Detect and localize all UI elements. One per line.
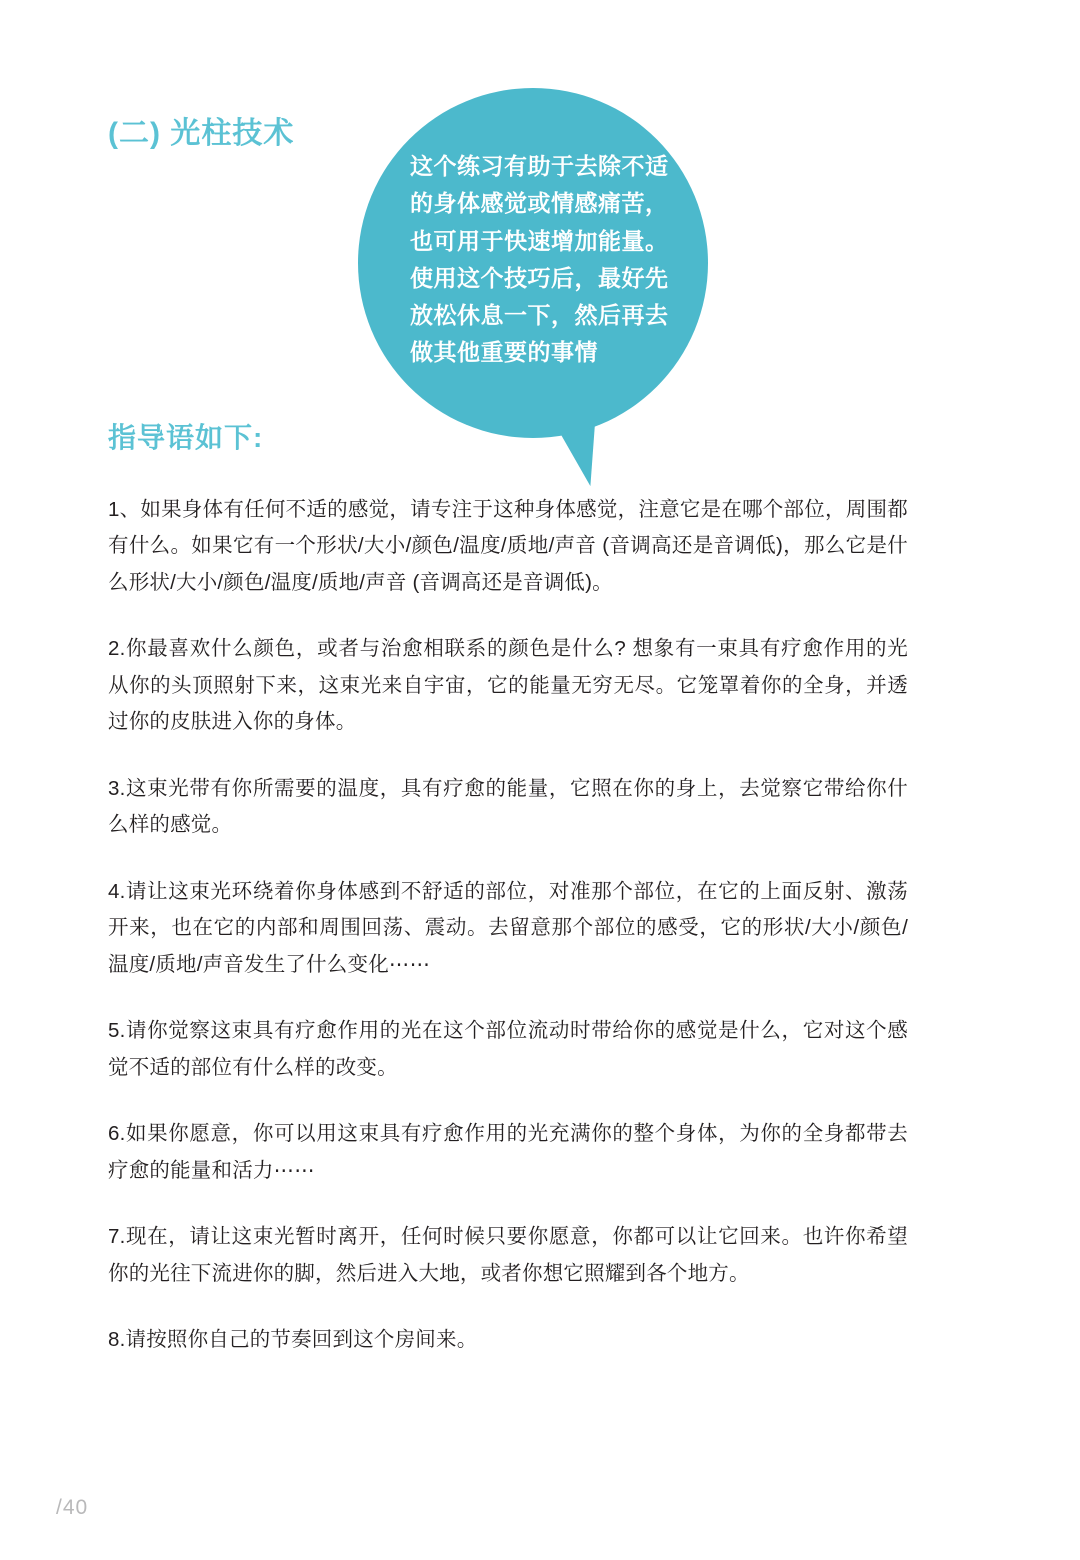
instruction-paragraph: 6.如果你愿意，你可以用这束具有疗愈作用的光充满你的整个身体，为你的全身都带去疗愈的能量和活力⋯⋯ <box>108 1122 908 1182</box>
instruction-paragraph: 7.现在，请让这束光暂时离开，任何时候只要你愿意，你都可以让它回来。也许你希望你的光往下流进你的脚，然后进入大地，或者你想它照耀到各个地方。 <box>108 1225 908 1285</box>
instruction-paragraph: 8.请按照你自己的节奏回到这个房间来。 <box>108 1328 478 1352</box>
instructions-list <box>108 492 908 1389</box>
instruction-paragraph: 4.请让这束光环绕着你身体感到不舒适的部位，对准那个部位，在它的上面反射、激荡开来，也在它的内部和周围回荡、震动。去留意那个部位的感受，它的形状/大小/颜色/温度/质地/声音发生了什么变化⋯⋯ <box>108 879 908 976</box>
page-number: /40 <box>56 1496 89 1519</box>
callout-bubble-circle <box>358 88 708 438</box>
instruction-paragraph: 2.你最喜欢什么颜色，或者与治愈相联系的颜色是什么? 想象有一束具有疗愈作用的光从你的头顶照射下来，这束光来自宇宙，它的能量无穷无尽。它笼罩着你的全身，并透过你的皮肤进入你的身体。 <box>108 637 908 734</box>
instruction-paragraph: 1、如果身体有任何不适的感觉，请专注于这种身体感觉，注意它是在哪个部位，周围都有什么。如果它有一个形状/大小/颜色/温度/质地/声音 (音调高还是音调低)，那么它是什么形状/大小/颜色/温度/质地/声音 (音调高还是音调低)。 <box>108 498 908 594</box>
guide-heading: 指导语如下: <box>108 422 264 453</box>
section-title: (二) 光柱技术 <box>108 117 295 150</box>
callout-bubble-text: 这个练习有助于去除不适的身体感觉或情感痛苦，也可用于快速增加能量。使用这个技巧后，最好先放松休息一下，然后再去做其他重要的事情 <box>410 153 669 366</box>
instruction-paragraph: 5.请你觉察这束具有疗愈作用的光在这个部位流动时带给你的感觉是什么，它对这个感觉不适的部位有什么样的改变。 <box>108 1019 908 1079</box>
instruction-paragraph: 3.这束光带有你所需要的温度，具有疗愈的能量，它照在你的身上，去觉察它带给你什么样的感觉。 <box>108 776 908 837</box>
callout-bubble <box>358 88 708 488</box>
